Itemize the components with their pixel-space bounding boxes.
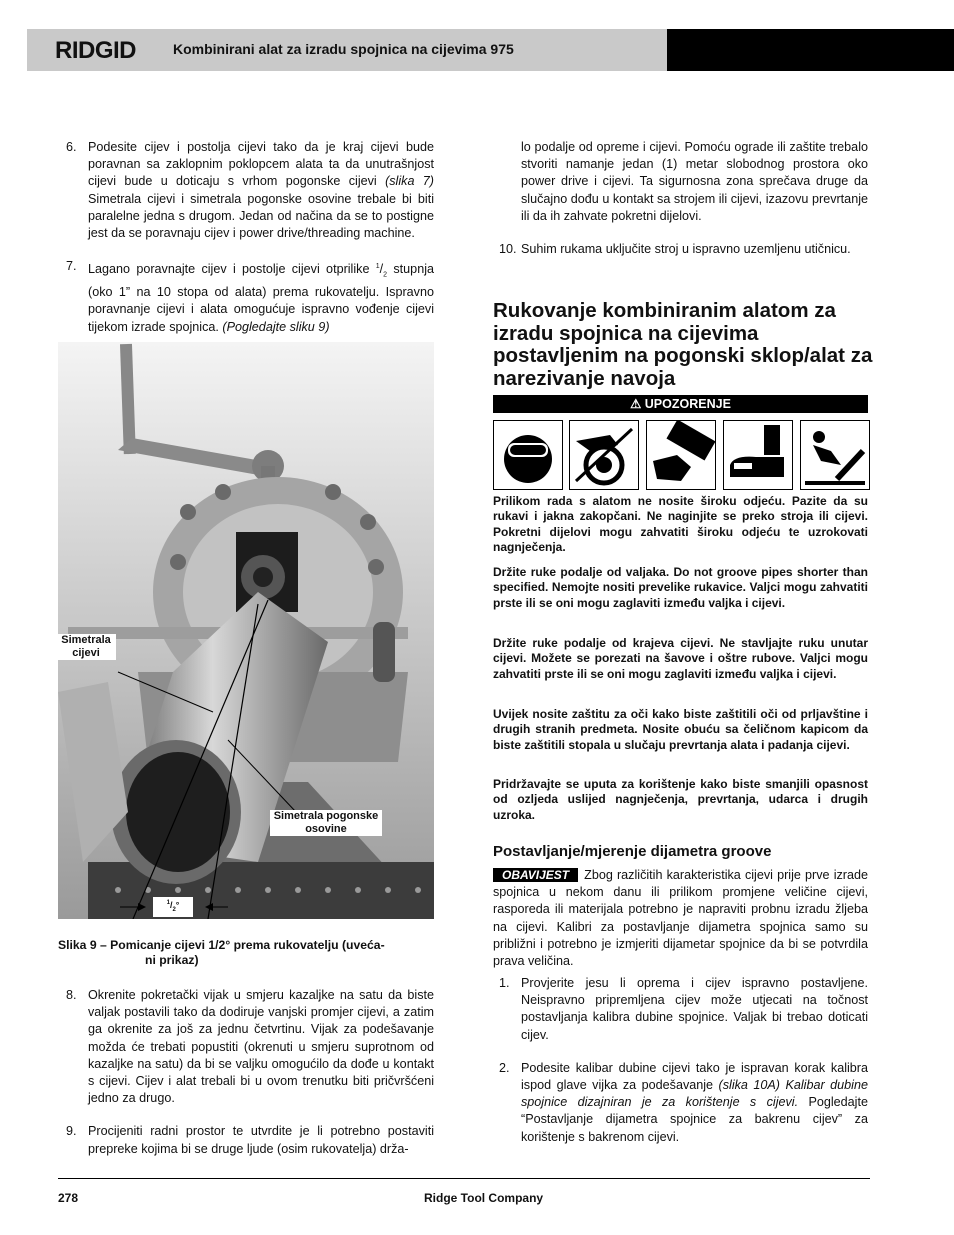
item-text: Provjerite jesu li oprema i cijev ispravno postavljene. Neispravno pripremljena cijev može utjecati na točnost postavljanja kalibra dubine spojnice. Valjak bi trebao doticati cijev. [521, 976, 868, 1042]
right-column-steps [499, 975, 868, 1146]
item-text: Suhim rukama uključite stroj u ispravno uzemljenu utičnicu. [521, 242, 851, 257]
entanglement-icon [569, 420, 639, 490]
figure-ref: (slika 10A) Kalibar dubine spojnice dizajniran je za korištenje s cijevi. [521, 1078, 868, 1110]
right-column-top [499, 139, 868, 258]
warning-bar [493, 395, 868, 413]
caption-line-1: Slika 9 – Pomicanje cijevi 1/2° prema rukovatelju (uveća- [58, 938, 385, 952]
item-text: Procijeniti radni prostor te utvrdite je li potrebno postaviti prepreke kojima bi se druge ljude (osim rukovatelja) drža- [88, 1124, 434, 1156]
list-item-9 [66, 1123, 434, 1157]
warning-paragraph-1: Prilikom rada s alatom ne nosite široku odjeću. Pazite da su rukavi i jakna zakopčani. Ne naginjite se preko stroja ili cijevi. Pokretni dijelovi mogu zahvatiti široku odjeću te uzrokovati nagnječenja. [493, 494, 868, 555]
safety-icons [493, 420, 869, 490]
item-number: 9. [66, 1124, 77, 1139]
warning-paragraph-5: Pridržavajte se uputa za korištenje kako biste smanjili opasnost od ozljeda uslijed nagnječenja, prevrtanja, udarca i drugih uzroka. [493, 777, 868, 822]
left-column-bottom [66, 987, 434, 1158]
steel-toe-boot-icon [723, 420, 793, 490]
left-column-top [66, 139, 434, 336]
list-item-8 [66, 987, 434, 1107]
item-number: 8. [66, 988, 77, 1002]
subsection-heading: Postavljanje/mjerenje dijametra groove [493, 843, 772, 860]
header-black-block [667, 29, 954, 71]
warning-paragraph-3: Držite ruke podalje od krajeva cijevi. Ne stavljajte ruku unutar cijevi. Možete se porezati na šavove i oštre rubove. Valjci mogu zahvatiti prste ili se oni mogu zaglaviti između valjka i cijevi. [493, 636, 868, 681]
notice-text: Zbog različitih karakteristika cijevi prije prve izrade spojnica u nekom danu ili prilikom promjene veličine cijevi, rasporeda ili materijala potrebno je napraviti probnu izradu žljeba na cijevi. Kalibri za postavljanje dijametra spojnica samo su približni i potrebno je izmjeriti dijametar spojnice da bi se potvrdila prava veličina. [493, 868, 868, 969]
item-text: Podesite kalibar dubine cijevi tako je ispravan korak kalibra ispod glave vijka za podešavanje [521, 1060, 868, 1093]
fraction-numerator: 1 [375, 263, 380, 271]
figure-ref: (Pogledajte sliku 9) [222, 319, 330, 334]
eye-protection-icon [493, 420, 563, 490]
warning-paragraph-2: Držite ruke podalje od valjaka. Do not groove pipes shorter than specified. Nemojte nositi prevelike rukavice. Valjci mogu zahvatiti prste ili se oni mogu zaglaviti između valjka i cijevi. [493, 565, 868, 610]
warning-paragraph-4: Uvijek nosite zaštitu za oči kako biste zaštitili oči od prljavštine i drugih stranih predmeta. Nosite obuću sa čeličnom kapicom da biste zaštitili stopala u slučaju prevrtanja alata i padanja cijevi. [493, 707, 868, 752]
ridgid-logo: RIDGID [55, 37, 136, 64]
step-1 [499, 975, 868, 1044]
item-text: Simetrala cijevi i simetrala pogonske osovine trebale bi biti paralelne jedna s drugom. Jedan od načina da se to postigne jest da se poravnaju cijev i power drive/threading machine. [88, 191, 434, 241]
warning-label: UPOZORENJE [644, 397, 731, 411]
list-item-7: 7. Lagano poravnajte cijev i postolje cijevi otprilike $^1/_2$ stupnja (oko 1” na 10 stopa od alata) prema rukovatelju. Ispravno poravnanje cijevi i alata omogućuje ispravno vođenje cijevi tijekom izrade spojnica. (Pogledajte sliku 9) [66, 259, 434, 334]
item-text: Pogledajte “Postavljanje dijametra spojnice za bakrenu cijev” za korištenje s bakrenom cijevi. [521, 1095, 868, 1144]
angle-label: $^1/_2^\circ$ [153, 897, 193, 917]
page-number: 278 [58, 1191, 79, 1205]
item-number: 7. [66, 259, 77, 274]
figure-9-photo [58, 342, 434, 919]
item-number: 6. [66, 140, 77, 154]
item-9-continued [499, 139, 868, 225]
item-number: 1. [499, 976, 510, 990]
item-text: Okrenite pokretački vijak u smjeru kazaljke na satu da biste valjak postavili tako da dodiruje vanjski promjer cijevi, a zatim ga okrenite za još za jednu četvrtinu. Vijak za podešavanje možda će trebati popustiti (okrenuti u smjeru suprotnom od kazaljke na satu) da bi se valjku omogućilo da dođe u kontakt s cijevi. Cijev i alat trebali bi u ovom trenutku biti pričvršćeni jedno za drugo. [88, 988, 434, 1106]
step-2 [499, 1060, 868, 1146]
page-header [27, 29, 954, 71]
item-number: 10. [499, 242, 517, 257]
callout-pipe-centerline: Simetrala cijevi [56, 634, 116, 660]
hand-pipe-icon [646, 420, 716, 490]
notice-paragraph [493, 867, 868, 970]
list-item-10 [499, 241, 868, 258]
figure-9-caption [58, 938, 434, 968]
callout-drive-centerline: Simetrala pogonske osovine [270, 810, 382, 836]
footer-rule [58, 1178, 870, 1179]
item-number: 2. [499, 1060, 510, 1075]
warning-triangle-icon: ⚠ [630, 397, 642, 411]
caption-line-2: ni prikaz) [145, 953, 199, 967]
tip-over-icon [800, 420, 870, 490]
list-item-6 [66, 139, 434, 242]
item-text: lo podalje od opreme i cijevi. Pomoću ograde ili zaštite trebalo stvoriti namanje jedan (1) metar slobodnog prostora oko power drive i cijevi. Ta sigurnosna zona sprečava druge da slučajno dođu u kontakt sa strojem ili cijevi, izazovu prevrtanje ili da ih zahvate pokretni dijelovi. [521, 140, 868, 223]
item-text: Podesite cijev i postolja cijevi tako da je kraj cijevi bude poravnan sa zaklopnim poklopcem alata ta da unutrašnjost cijevi bude u doticaju s vrhom pogonske cijevi [88, 140, 434, 189]
header-title: Kombinirani alat za izradu spojnica na cijevima 975 [173, 41, 514, 57]
fraction-denominator: 2 [383, 271, 388, 279]
footer-company: Ridge Tool Company [424, 1191, 544, 1205]
item-text: Lagano poravnajte cijev i postolje cijevi otprilike [88, 262, 376, 277]
section-heading: Rukovanje kombiniranim alatom za izradu spojnica na cijevima postavljenim na pogonski sklop/alat za narezivanje navoja [493, 299, 873, 390]
figure-ref: (slika 7) [385, 174, 434, 189]
item-text: stupnja (oko 1” na 10 stopa od alata) prema rukovatelju. Ispravno poravnanje cijevi i alata omogućuje ispravno vođenje cijevi tijekom izrade spojnica. [88, 262, 434, 334]
notice-badge: OBAVIJEST [493, 868, 578, 882]
